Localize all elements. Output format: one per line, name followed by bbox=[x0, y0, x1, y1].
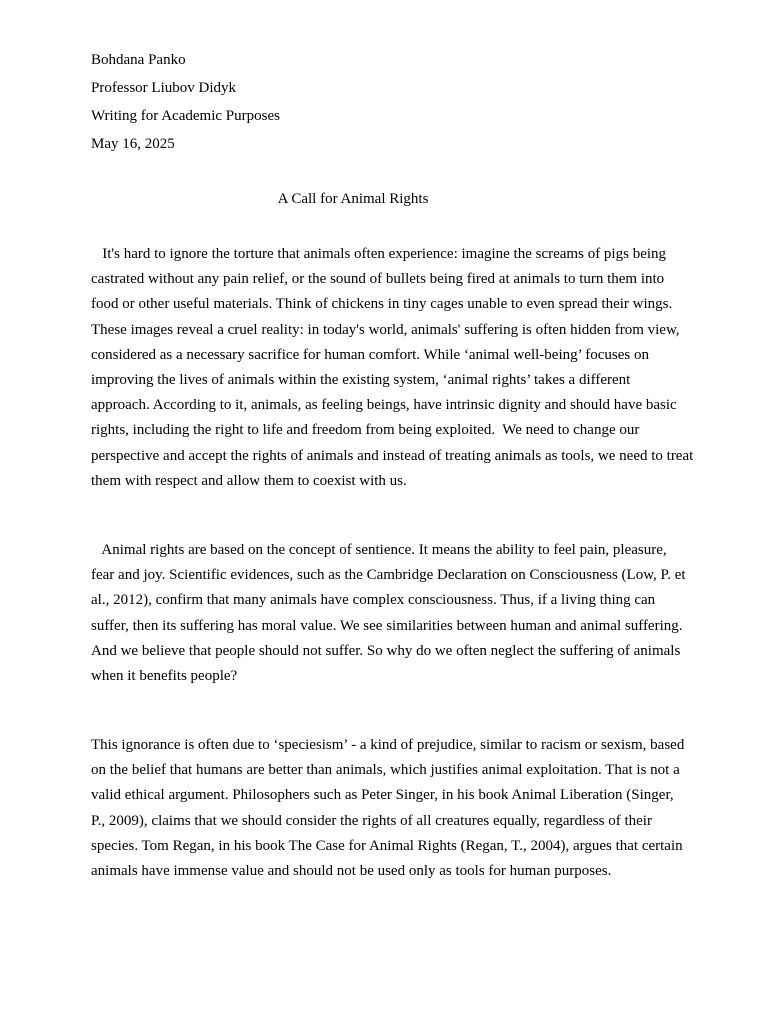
paragraph-line: This ignorance is often due to ‘speciesism’ - a kind of prejudice, similar to racism or sexism, based bbox=[91, 737, 685, 753]
paragraph-line: rights, including the right to life and freedom from being exploited. We need to change our bbox=[91, 422, 640, 439]
paragraph-line: considered as a necessary sacrifice for human comfort. While ‘animal well-being’ focuses on bbox=[91, 346, 649, 363]
paragraph-line: castrated without any pain relief, or the sound of bullets being fired at animals to turn them into bbox=[91, 271, 665, 288]
course-name: Writing for Academic Purposes bbox=[91, 108, 280, 124]
paragraph-2 bbox=[91, 538, 721, 689]
paragraph-line: food or other useful materials. Think of chickens in tiny cages unable to even spread their wings. bbox=[91, 296, 673, 313]
paragraph-line: approach. According to it, animals, as feeling beings, have intrinsic dignity and should have basic bbox=[91, 397, 677, 414]
author-name: Bohdana Panko bbox=[91, 52, 186, 68]
paragraph-line: These images reveal a cruel reality: in today's world, animals' suffering is often hidden from view, bbox=[91, 321, 680, 338]
paragraph-line: P., 2009), claims that we should consider the rights of all creatures equally, regardless of their bbox=[91, 812, 652, 829]
paragraph-line: It's hard to ignore the torture that animals often experience: imagine the screams of pigs being bbox=[91, 246, 667, 262]
paragraph-line: on the belief that humans are better than animals, which justifies animal exploitation. That is not a bbox=[91, 762, 680, 779]
document-title: A Call for Animal Rights bbox=[277, 191, 429, 207]
paragraph-line: al., 2012), confirm that many animals have complex consciousness. Thus, if a living thing can bbox=[91, 592, 656, 609]
paragraph-line: valid ethical argument. Philosophers such as Peter Singer, in his book Animal Liberation (Singer, bbox=[91, 787, 674, 804]
paragraph-line: them with respect and allow them to coexist with us. bbox=[91, 472, 407, 489]
paragraph-3 bbox=[91, 733, 721, 884]
document-date: May 16, 2025 bbox=[91, 136, 175, 152]
paragraph-line: animals have immense value and should not be used only as tools for human purposes. bbox=[91, 863, 612, 880]
paragraph-line: perspective and accept the rights of animals and instead of treating animals as tools, we need to treat bbox=[91, 447, 694, 464]
paragraph-line: when it benefits people? bbox=[91, 668, 238, 685]
paragraph-line: suffer, then its suffering has moral value. We see similarities between human and animal suffering. bbox=[91, 617, 683, 634]
paragraph-line: species. Tom Regan, in his book The Case for Animal Rights (Regan, T., 2004), argues that certain bbox=[91, 837, 683, 854]
professor-name: Professor Liubov Didyk bbox=[91, 80, 236, 96]
paragraph-line: And we believe that people should not suffer. So why do we often neglect the suffering of animals bbox=[91, 642, 681, 659]
paragraph-line: improving the lives of animals within the existing system, ‘animal rights’ takes a different bbox=[91, 372, 631, 389]
paragraph-1 bbox=[91, 242, 721, 494]
paragraph-line: Animal rights are based on the concept of sentience. It means the ability to feel pain, pleasure, bbox=[91, 542, 667, 558]
paragraph-line: fear and joy. Scientific evidences, such as the Cambridge Declaration on Consciousness (Low, P. et bbox=[91, 567, 686, 584]
